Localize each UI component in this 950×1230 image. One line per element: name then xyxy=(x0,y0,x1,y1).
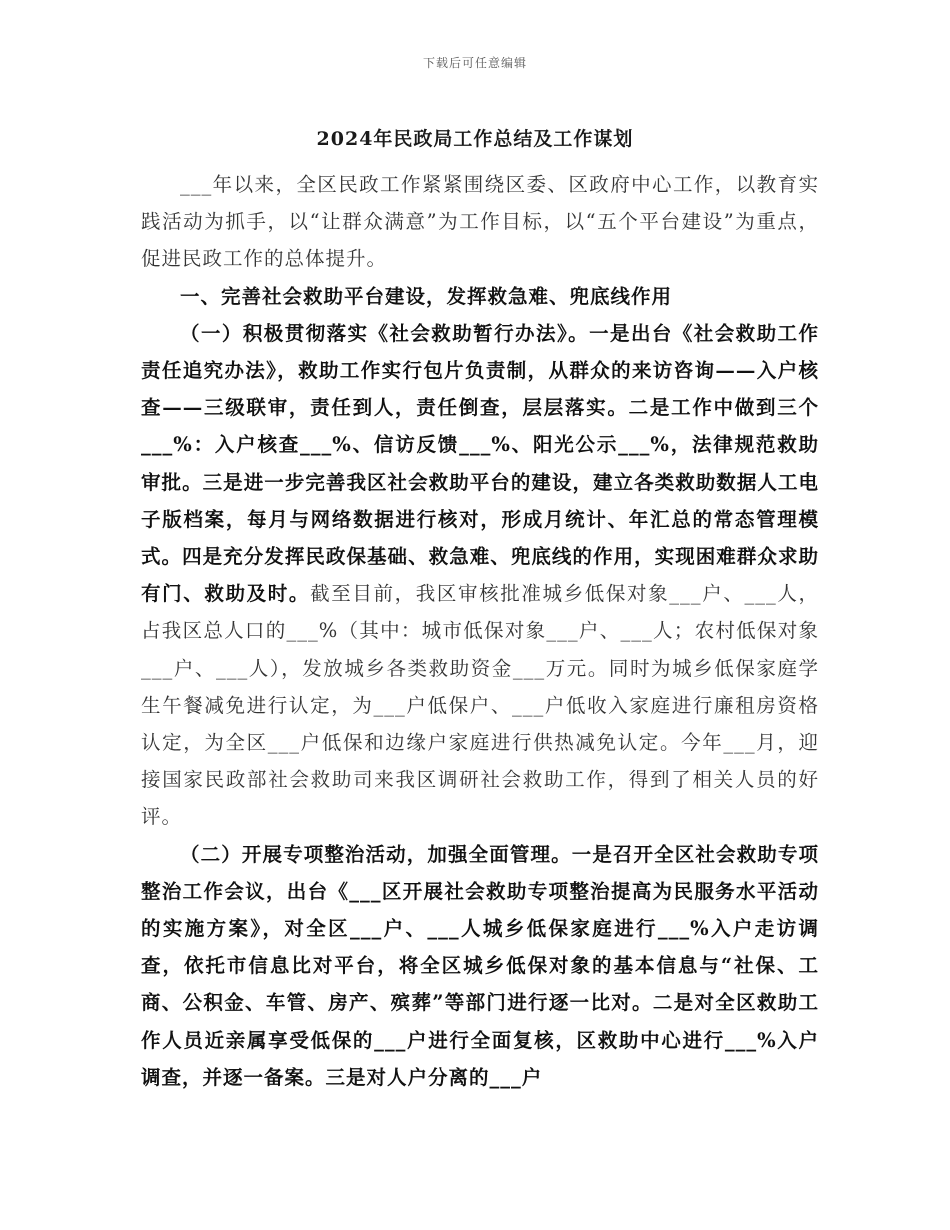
subsection-1-paragraph xyxy=(141,315,819,836)
intro-paragraph: ___年以来，全区民政工作紧紧围绕区委、区政府中心工作，以教育实践活动为抓手，以“让群众满意”为工作目标，以“五个平台建设”为重点，促进民政工作的总体提升。 xyxy=(141,173,819,271)
subsection-2-paragraph: （二）开展专项整治活动，加强全面管理。一是召开全区社会救助专项整治工作会议，出台《___区开展社会救助专项整治提高为民服务水平活动的实施方案》，对全区___户、___人城乡低保家庭进行___%入户走访调查，依托市信息比对平台，将全区城乡低保对象的基本信息与“社保、工商、公积金、车管、房产、殡葬”等部门进行逐一比对。二是对全区救助工作人员近亲属享受低保的___户进行全面复核，区救助中心进行___%入户调查，并逐一备案。三是对人户分离的___户 xyxy=(141,842,819,1089)
document-body xyxy=(141,166,819,1096)
header-note: 下载后可任意编辑 xyxy=(422,56,527,70)
section-heading: 一、完善社会救助平台建设，发挥救急难、兜底线作用 xyxy=(180,284,673,308)
subsection-1-normal-text: 截至目前，我区审核批准城乡低保对象___户、___人，占我区总人口的___%（其中：城市低保对象___户、___人；农村低保对象___户、___人），发放城乡各类救助资金___万元。同时为城乡低保家庭学生午餐减免进行认定，为___户低保户、___户低收入家庭进行廉租房资格认定，为全区___户低保和边缘户家庭进行供热减免认定。今年___月，迎接国家民政部社会救助司来我区调研社会救助工作，得到了相关人员的好评。 xyxy=(141,582,819,829)
subsection-1-bold-text: （一）积极贯彻落实《社会救助暂行办法》。一是出台《社会救助工作责任追究办法》，救助工作实行包片负责制，从群众的来访咨询——入户核查——三级联审，责任到人，责任倒查，层层落实。二是工作中做到三个___%：入户核查___%、信访反馈___%、阳光公示___%，法律规范救助审批。三是进一步完善我区社会救助平台的建设，建立各类救助数据人工电子版档案，每月与网络数据进行核对，形成月统计、年汇总的常态管理模式。四是充分发挥民政保基础、救急难、兜底线的作用，实现困难群众求助有门、救助及时。 xyxy=(141,321,819,606)
document-title: 2024年民政局工作总结及工作谋划 xyxy=(316,128,634,150)
